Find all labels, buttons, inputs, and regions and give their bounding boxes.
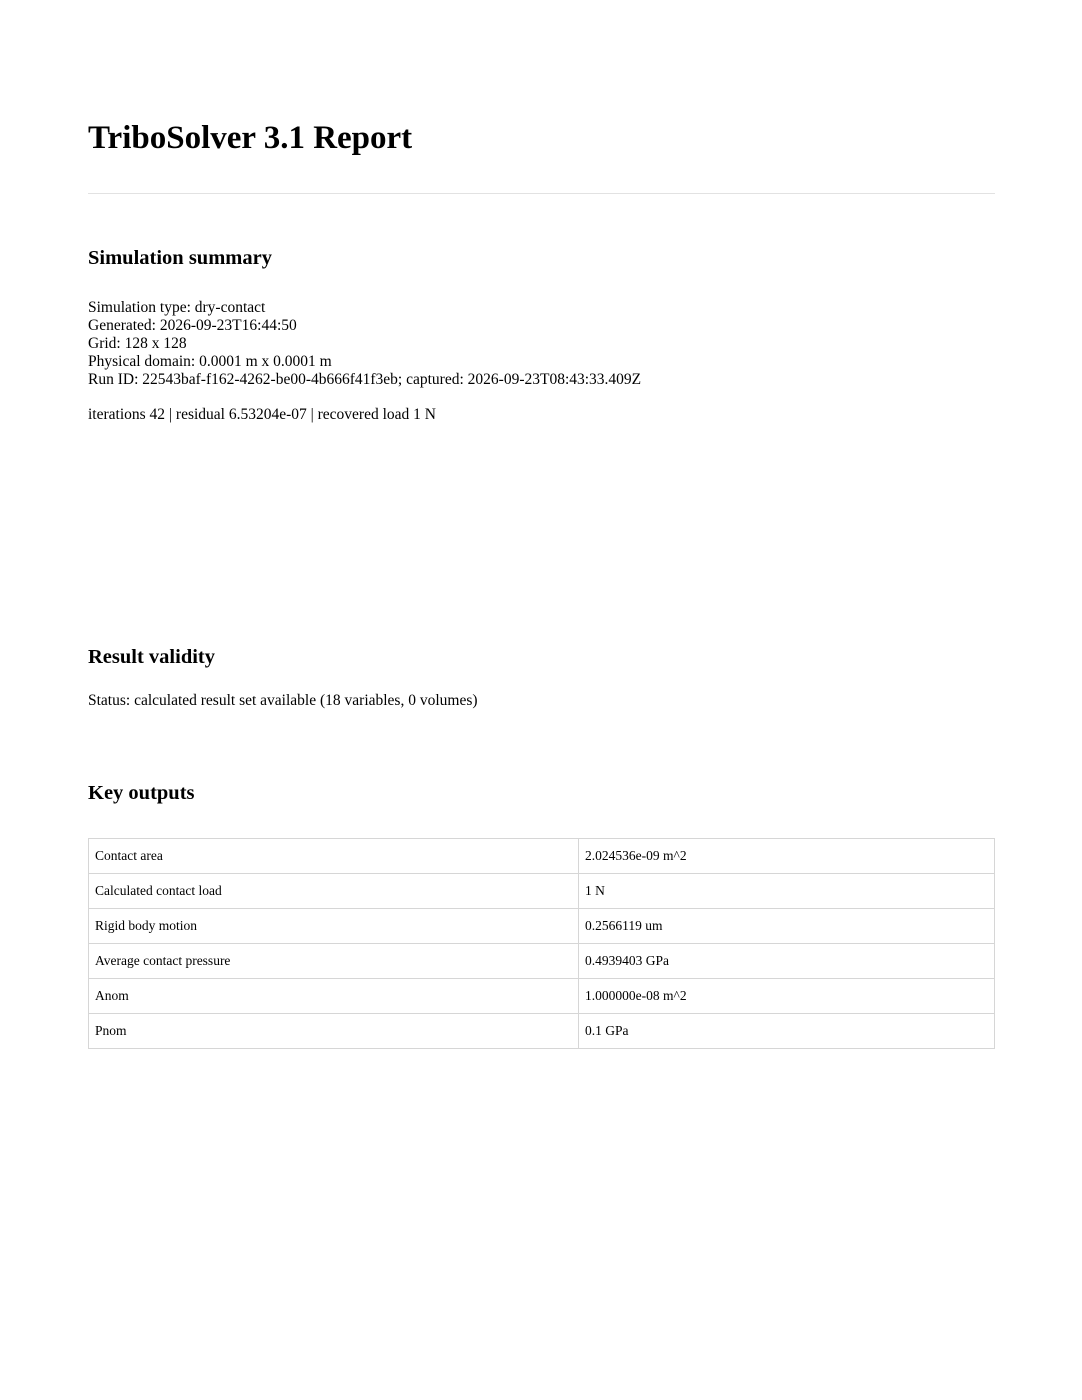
grid-line: Grid: 128 x 128: [88, 335, 187, 352]
output-value: 0.4939403 GPa: [579, 944, 995, 979]
output-value: 0.2566119 um: [579, 909, 995, 944]
report-title: TriboSolver 3.1 Report: [88, 120, 413, 156]
simulation-summary-heading: Simulation summary: [88, 247, 272, 269]
output-value: 1.000000e-08 m^2: [579, 979, 995, 1014]
table-row: [89, 839, 995, 874]
key-outputs-heading: Key outputs: [88, 782, 195, 804]
title-divider: [88, 193, 995, 194]
run-id-line: Run ID: 22543baf-f162-4262-be00-4b666f41f3eb; captured: 2026-09-23T08:43:33.409Z: [88, 371, 642, 388]
table-row: [89, 944, 995, 979]
output-label: Average contact pressure: [89, 944, 579, 979]
table-row: [89, 874, 995, 909]
output-label: Contact area: [89, 839, 579, 874]
output-label: Rigid body motion: [89, 909, 579, 944]
result-validity-heading: Result validity: [88, 646, 215, 668]
result-status-line: Status: calculated result set available (18 variables, 0 volumes): [88, 692, 478, 709]
output-value: 1 N: [579, 874, 995, 909]
table-row: [89, 1014, 995, 1049]
output-label: Calculated contact load: [89, 874, 579, 909]
simulation-summary-details: [88, 299, 641, 389]
output-value: 2.024536e-09 m^2: [579, 839, 995, 874]
simulation-type-line: Simulation type: dry-contact: [88, 299, 266, 316]
solver-stats-line: iterations 42 | residual 6.53204e-07 | recovered load 1 N: [88, 406, 436, 423]
generated-line: Generated: 2026-09-23T16:44:50: [88, 317, 297, 334]
output-label: Anom: [89, 979, 579, 1014]
physical-domain-line: Physical domain: 0.0001 m x 0.0001 m: [88, 353, 332, 370]
output-label: Pnom: [89, 1014, 579, 1049]
output-value: 0.1 GPa: [579, 1014, 995, 1049]
key-outputs-table: [88, 838, 995, 1049]
table-row: [89, 909, 995, 944]
table-row: [89, 979, 995, 1014]
